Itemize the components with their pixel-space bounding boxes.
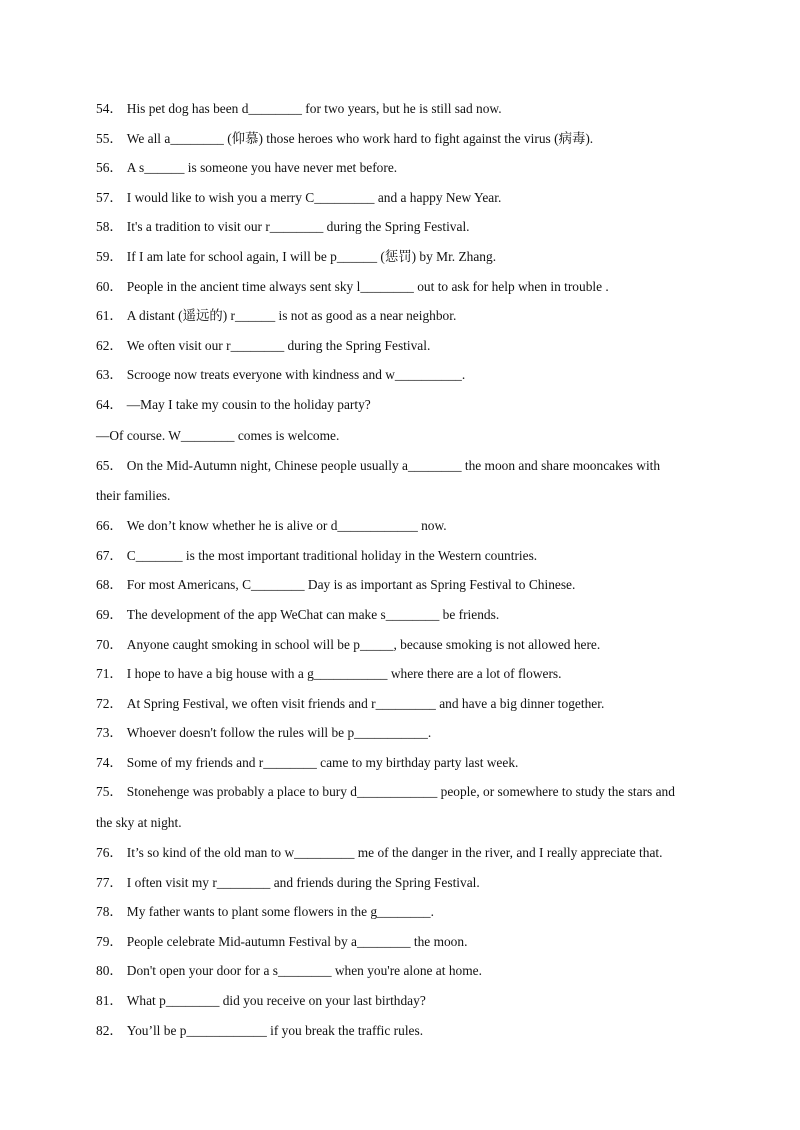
question-number: 65．	[96, 457, 123, 473]
question-item	[96, 124, 716, 154]
question-text: We all a________ (仰慕) those heroes who work hard to fight against the virus (病毒).	[126, 130, 594, 146]
question-text: For most Americans, C________ Day is as important as Spring Festival to Chinese.	[126, 577, 576, 593]
question-number: 72．	[96, 695, 123, 711]
question-item	[96, 212, 716, 242]
question-number: 82．	[96, 1022, 123, 1038]
question-text: What p________ did you receive on your last birthday?	[126, 993, 426, 1009]
question-item	[96, 777, 716, 807]
question-item	[96, 331, 716, 361]
question-item	[96, 511, 716, 541]
question-number: 62．	[96, 337, 123, 353]
question-item	[96, 1016, 716, 1046]
question-text: My father wants to plant some flowers in the g________.	[126, 904, 434, 920]
question-text: People in the ancient time always sent sky l________ out to ask for help when in trouble .	[126, 278, 609, 294]
question-number: 70．	[96, 636, 123, 652]
question-item	[96, 897, 716, 927]
question-number: 75．	[96, 784, 123, 800]
question-text: Whoever doesn't follow the rules will be p___________.	[126, 725, 432, 741]
question-number: 68．	[96, 577, 123, 593]
question-number: 67．	[96, 547, 123, 563]
question-item	[96, 390, 716, 420]
question-item	[96, 927, 716, 957]
question-item	[96, 659, 716, 689]
question-item	[96, 183, 716, 213]
question-item	[96, 956, 716, 986]
question-item	[96, 360, 716, 390]
question-number: 59．	[96, 248, 123, 264]
question-text: the sky at night.	[96, 815, 182, 831]
question-item	[96, 630, 716, 660]
question-list	[96, 94, 716, 1045]
question-item	[96, 301, 716, 331]
question-text: A s______ is someone you have never met before.	[126, 160, 398, 176]
question-item	[96, 570, 716, 600]
question-number: 63．	[96, 367, 123, 383]
question-text: Anyone caught smoking in school will be p_____, because smoking is not allowed here.	[126, 636, 601, 652]
question-item	[96, 868, 716, 898]
question-item	[96, 153, 716, 183]
question-number: 57．	[96, 189, 123, 205]
question-text: I often visit my r________ and friends during the Spring Festival.	[126, 874, 480, 890]
question-text: People celebrate Mid-autumn Festival by a________ the moon.	[126, 933, 468, 949]
question-text: Stonehenge was probably a place to bury d____________ people, or somewhere to study the stars and	[126, 784, 675, 800]
question-item	[96, 838, 716, 868]
question-item	[96, 600, 716, 630]
question-text: Some of my friends and r________ came to my birthday party last week.	[126, 754, 519, 770]
question-text: —Of course. W________ comes is welcome.	[96, 427, 340, 443]
question-text: A distant (遥远的) r______ is not as good as a near neighbor.	[126, 308, 457, 324]
question-text: Scrooge now treats everyone with kindness and w__________.	[126, 367, 466, 383]
question-item	[96, 242, 716, 272]
question-continuation-line	[96, 480, 716, 511]
question-text: On the Mid-Autumn night, Chinese people usually a________ the moon and share mooncakes with	[126, 457, 661, 473]
question-continuation-line	[96, 807, 716, 838]
question-number: 77．	[96, 874, 123, 890]
question-number: 56．	[96, 160, 123, 176]
question-number: 73．	[96, 725, 123, 741]
question-item	[96, 689, 716, 719]
question-number: 79．	[96, 933, 123, 949]
question-number: 60．	[96, 278, 123, 294]
question-continuation-line	[96, 420, 716, 451]
question-number: 71．	[96, 666, 123, 682]
question-number: 66．	[96, 518, 123, 534]
question-number: 74．	[96, 754, 123, 770]
question-number: 54．	[96, 101, 123, 116]
question-number: 80．	[96, 963, 123, 979]
question-number: 69．	[96, 606, 123, 622]
question-item	[96, 748, 716, 778]
question-number: 58．	[96, 219, 123, 235]
question-item	[96, 451, 716, 481]
question-text: It's a tradition to visit our r________ during the Spring Festival.	[126, 219, 470, 235]
question-number: 81．	[96, 993, 123, 1009]
question-text: C_______ is the most important traditional holiday in the Western countries.	[126, 547, 538, 563]
question-number: 76．	[96, 845, 123, 861]
question-number: 61．	[96, 308, 123, 324]
question-item	[96, 272, 716, 302]
question-number: 55．	[96, 130, 123, 146]
question-text: You’ll be p____________ if you break the traffic rules.	[126, 1022, 424, 1038]
question-text: their families.	[96, 488, 171, 504]
question-text: I would like to wish you a merry C_________ and a happy New Year.	[126, 189, 502, 205]
question-text: It’s so kind of the old man to w_________ me of the danger in the river, and I really appreciate that.	[126, 845, 663, 861]
question-text: Don't open your door for a s________ when you're alone at home.	[126, 963, 482, 979]
question-text: We often visit our r________ during the Spring Festival.	[126, 337, 431, 353]
question-text: I hope to have a big house with a g___________ where there are a lot of flowers.	[126, 666, 562, 682]
question-item	[96, 541, 716, 571]
question-text: We don’t know whether he is alive or d____________ now.	[126, 518, 447, 534]
question-number: 64．	[96, 396, 123, 412]
question-text: If I am late for school again, I will be p______ (惩罚) by Mr. Zhang.	[126, 248, 497, 264]
question-item	[96, 94, 716, 124]
question-item	[96, 986, 716, 1016]
question-text: The development of the app WeChat can make s________ be friends.	[126, 606, 500, 622]
question-text: —May I take my cousin to the holiday party?	[126, 396, 371, 412]
question-text: His pet dog has been d________ for two years, but he is still sad now.	[126, 101, 502, 116]
question-number: 78．	[96, 904, 123, 920]
question-item	[96, 718, 716, 748]
question-text: At Spring Festival, we often visit friends and r_________ and have a big dinner together.	[126, 695, 605, 711]
